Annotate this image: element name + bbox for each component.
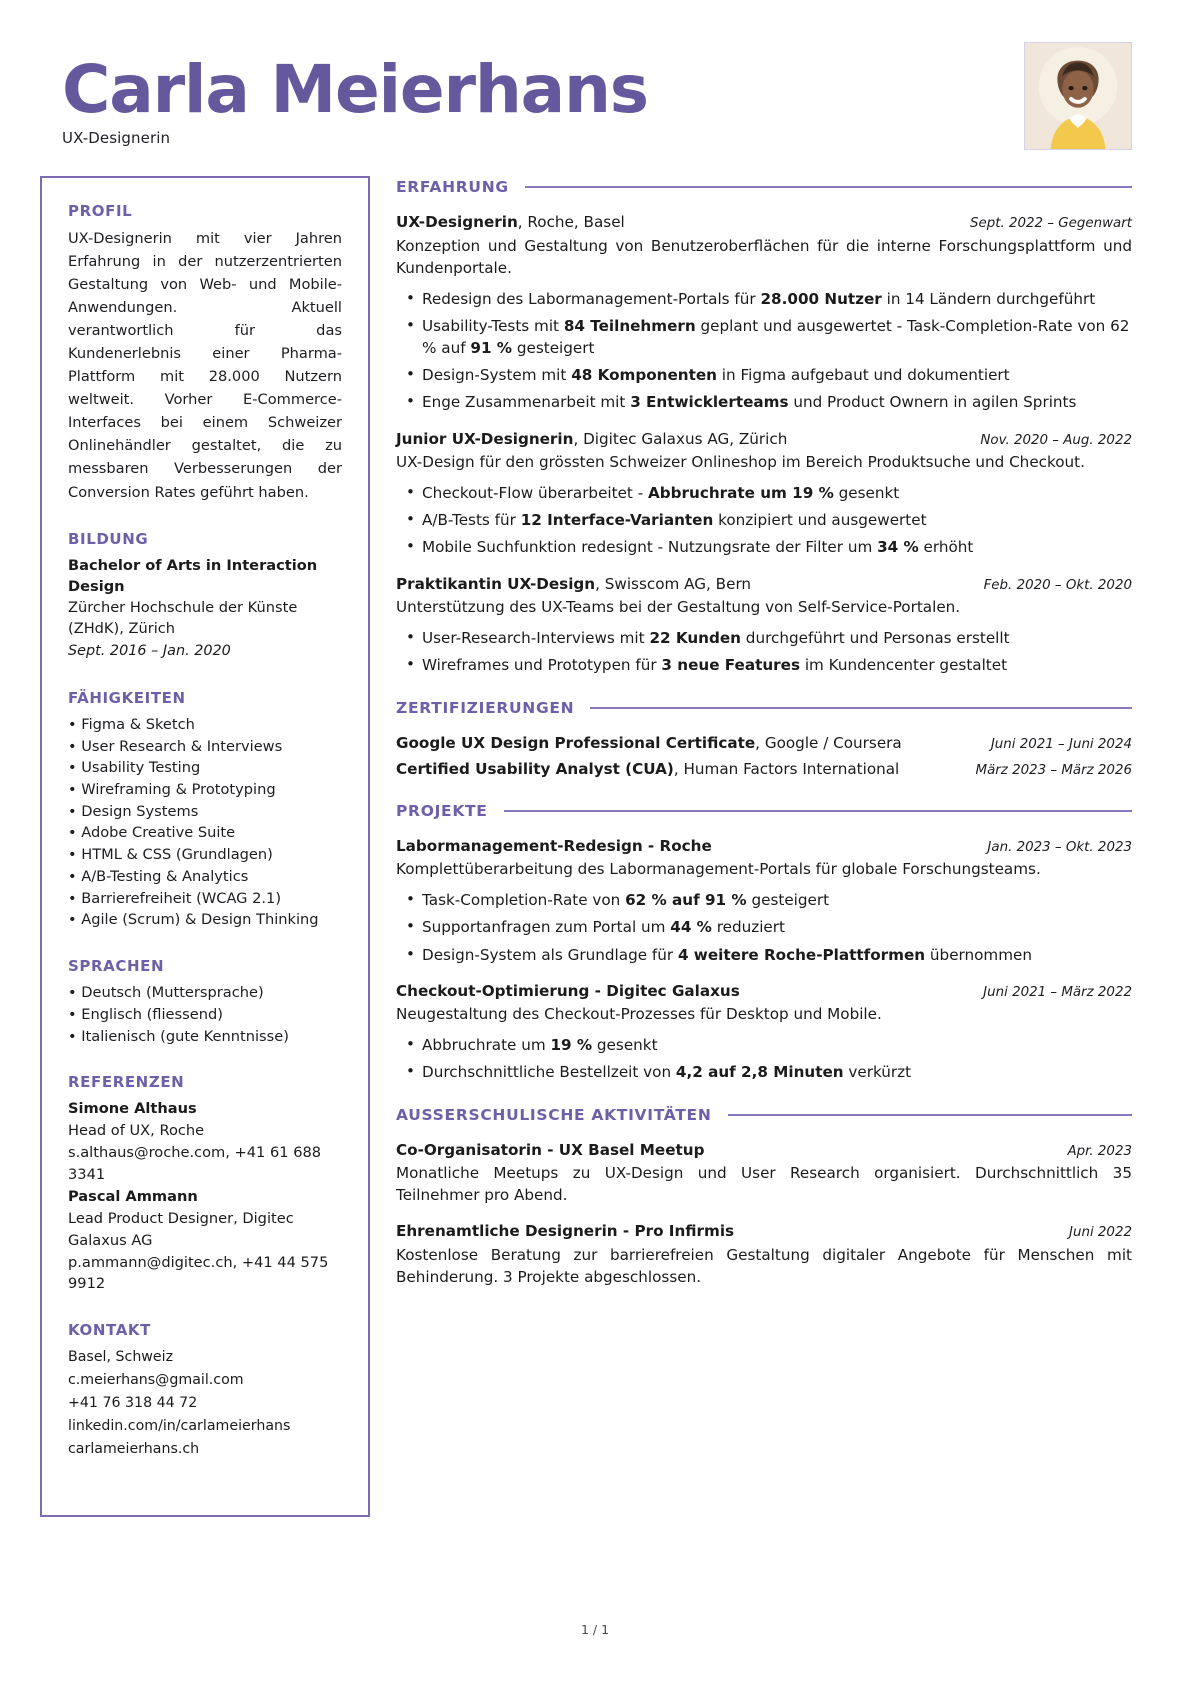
experience-role: Junior UX-Designerin	[396, 429, 574, 448]
experience-bullets	[396, 288, 1132, 414]
sidebar-heading-referenzen: REFERENZEN	[68, 1073, 185, 1092]
sidebar-section-faehigkeiten	[68, 689, 342, 931]
certification-date: Juni 2021 – Juni 2024	[990, 736, 1132, 752]
list-item: • Usability Testing	[68, 759, 201, 777]
sidebar	[40, 176, 370, 1517]
experience-date: Nov. 2020 – Aug. 2022	[980, 432, 1132, 448]
list-item: • Englisch (fliessend)	[68, 1005, 223, 1023]
contact-phone[interactable]: +41 76 318 44 72	[68, 1395, 198, 1412]
list-item: • Mobile Suchfunktion redesignt - Nutzungsrate der Filter um 34 % erhöht	[396, 536, 1132, 558]
project-name: Labormanagement-Redesign - Roche	[396, 836, 712, 855]
list-item: • Checkout-Flow überarbeitet - Abbruchrate um 19 % gesenkt	[396, 482, 1132, 504]
experience-date: Feb. 2020 – Okt. 2020	[983, 577, 1132, 593]
list-item: • Usability-Tests mit 84 Teilnehmern geplant und ausgewertet - Task-Completion-Rate von 62 % auf 91 % gesteigert	[396, 315, 1132, 359]
list-item: • User Research & Interviews	[68, 737, 283, 755]
experience-bullets	[396, 482, 1132, 559]
list-item: • HTML & CSS (Grundlagen)	[68, 846, 273, 864]
reference-contact: p.ammann@digitec.ch, +41 44 575 9912	[68, 1253, 329, 1293]
list-item: • Design-System mit 48 Komponenten in Figma aufgebaut und dokumentiert	[396, 364, 1132, 386]
list-item: • Adobe Creative Suite	[68, 824, 236, 842]
activity-name: Co-Organisatorin - UX Basel Meetup	[396, 1140, 705, 1159]
certification-date: März 2023 – März 2026	[975, 763, 1132, 779]
list-item: • Wireframes und Prototypen für 3 neue Features im Kundencenter gestaltet	[396, 654, 1132, 676]
contact-location: Basel, Schweiz	[68, 1349, 174, 1366]
project-bullets	[396, 1034, 1132, 1083]
list-item: • Enge Zusammenarbeit mit 3 Entwicklerteams und Product Ownern in agilen Sprints	[396, 391, 1132, 413]
project-description: Komplettüberarbeitung des Labormanagement-Portals für globale Forschungsteams.	[396, 860, 1041, 879]
activity-description: Kostenlose Beratung zur barrierefreien Gestaltung digitaler Angebote für Menschen mit Behinderung. 3 Projekte abgeschlossen.	[396, 1245, 1132, 1286]
activity-title	[396, 1140, 704, 1161]
activity-description: Monatliche Meetups zu UX-Design und User Research organisiert. Durchschnittlich 35 Teilnehmer pro Abend.	[396, 1164, 1132, 1205]
certification-entry	[396, 733, 1132, 754]
certification-issuer: , Google / Coursera	[755, 733, 902, 752]
sidebar-heading-sprachen: SPRACHEN	[68, 957, 165, 976]
project-title	[396, 836, 712, 857]
experience-entry	[396, 212, 1132, 414]
experience-role: UX-Designerin	[396, 213, 518, 231]
project-date: Juni 2021 – März 2022	[983, 984, 1132, 1000]
list-item: • Task-Completion-Rate von 62 % auf 91 % gesteigert	[396, 889, 1132, 911]
certification-name: Google UX Design Professional Certificate	[396, 733, 756, 752]
certification-issuer: , Human Factors International	[673, 760, 900, 779]
list-item: • Barrierefreiheit (WCAG 2.1)	[68, 889, 282, 907]
resume-columns	[40, 176, 1132, 1517]
list-item: • A/B-Testing & Analytics	[68, 867, 249, 885]
education-school: Zürcher Hochschule der Künste (ZHdK), Zürich	[68, 598, 298, 638]
certification-name: Certified Usability Analyst (CUA)	[396, 760, 674, 779]
certification-title	[396, 733, 902, 754]
section-erfahrung	[396, 178, 1132, 677]
main-content	[396, 176, 1132, 1310]
activity-title	[396, 1221, 734, 1242]
list-item: • Deutsch (Muttersprache)	[68, 984, 264, 1002]
experience-company: , Roche, Basel	[517, 213, 625, 231]
certification-title	[396, 759, 899, 780]
project-title	[396, 981, 740, 1002]
list-item: • A/B-Tests für 12 Interface-Varianten konzipiert und ausgewertet	[396, 509, 1132, 531]
reference-name: Simone Althaus	[68, 1100, 197, 1118]
list-item: • Figma & Sketch	[68, 715, 195, 733]
sidebar-section-profil	[68, 202, 342, 504]
experience-date: Sept. 2022 – Gegenwart	[969, 216, 1132, 231]
experience-role: Praktikantin UX-Design	[396, 574, 596, 593]
sidebar-heading-faehigkeiten: FÄHIGKEITEN	[68, 688, 186, 707]
experience-company: , Digitec Galaxus AG, Zürich	[573, 429, 788, 448]
section-title-projekte: PROJEKTE	[396, 801, 488, 820]
entry-header	[396, 1140, 1132, 1161]
list-item: • Supportanfragen zum Portal um 44 % reduziert	[396, 916, 1132, 938]
education-degree: Bachelor of Arts in Interaction Design	[68, 556, 318, 595]
list-item: • Abbruchrate um 19 % gesenkt	[396, 1034, 1132, 1056]
project-entry	[396, 981, 1132, 1084]
reference-contact: s.althaus@roche.com, +41 61 688 3341	[68, 1144, 322, 1184]
section-zertifizierungen	[396, 699, 1132, 780]
page-footer	[0, 1622, 1190, 1637]
experience-description: Unterstützung des UX-Teams bei der Gestaltung von Self-Service-Portalen.	[396, 598, 961, 617]
candidate-name: Carla Meierhans	[62, 51, 648, 128]
entry-header	[396, 836, 1132, 857]
activity-entry	[396, 1221, 1132, 1288]
list-item: • Design Systems	[68, 802, 199, 820]
section-title-aktivitaeten: AUSSERSCHULISCHE AKTIVITÄTEN	[396, 1105, 712, 1124]
education-dates: Sept. 2016 – Jan. 2020	[68, 643, 231, 660]
section-header	[396, 699, 1132, 717]
section-header	[396, 802, 1132, 820]
section-divider	[728, 1114, 1132, 1116]
section-divider	[504, 810, 1132, 812]
skills-list	[68, 714, 342, 931]
project-name: Checkout-Optimierung - Digitec Galaxus	[396, 981, 740, 1000]
sidebar-heading-bildung: BILDUNG	[68, 529, 149, 548]
sidebar-section-referenzen	[68, 1073, 342, 1295]
project-description: Neugestaltung des Checkout-Prozesses für Desktop und Mobile.	[396, 1005, 882, 1024]
contact-linkedin[interactable]: linkedin.com/in/carlameierhans	[68, 1418, 291, 1435]
experience-description: UX-Design für den grössten Schweizer Onlineshop im Bereich Produktsuche und Checkout.	[396, 453, 1085, 472]
sidebar-heading-profil: PROFIL	[68, 202, 133, 220]
experience-title	[396, 212, 625, 233]
list-item: • User-Research-Interviews mit 22 Kunden durchgeführt und Personas erstellt	[396, 627, 1132, 649]
list-item: • Durchschnittliche Bestellzeit von 4,2 auf 2,8 Minuten verkürzt	[396, 1061, 1132, 1083]
section-title-zertifizierungen: ZERTIFIZIERUNGEN	[396, 698, 575, 717]
experience-title	[396, 574, 751, 595]
entry-header	[396, 212, 1132, 233]
portrait-illustration	[1025, 43, 1131, 149]
sidebar-heading-kontakt: KONTAKT	[68, 1321, 151, 1340]
candidate-role: UX-Designerin	[62, 129, 171, 148]
reference-name: Pascal Ammann	[68, 1187, 198, 1205]
resume-header	[40, 42, 1132, 150]
contact-email[interactable]: c.meierhans@gmail.com	[68, 1372, 244, 1389]
reference-title: Lead Product Designer, Digitec Galaxus AG	[68, 1209, 294, 1249]
entry-header	[396, 429, 1132, 450]
sidebar-section-sprachen	[68, 957, 342, 1047]
section-title-erfahrung: ERFAHRUNG	[396, 178, 509, 196]
page-indicator: 1 / 1	[580, 1622, 610, 1637]
reference-title: Head of UX, Roche	[68, 1122, 205, 1140]
section-aktivitaeten	[396, 1106, 1132, 1288]
section-header	[396, 1106, 1132, 1124]
reference-item	[68, 1098, 342, 1186]
activity-name: Ehrenamtliche Designerin - Pro Infirmis	[396, 1222, 735, 1241]
list-item: • Redesign des Labormanagement-Portals für 28.000 Nutzer in 14 Ländern durchgeführt	[396, 288, 1132, 310]
section-projekte	[396, 802, 1132, 1084]
project-date: Jan. 2023 – Okt. 2023	[987, 839, 1132, 855]
experience-title	[396, 429, 787, 450]
project-bullets	[396, 889, 1132, 966]
project-entry	[396, 836, 1132, 966]
profile-summary: UX-Designerin mit vier Jahren Erfahrung in der nutzerzentrierten Gestaltung von Web- und Mobile-Anwendungen. Aktuell verantwortlich für das Kundenerlebnis einer Pharma-Plattform mit 28.000 Nutzern weltweit. Vorher E-Commerce-Interfaces bei einem Schweizer Onlinehändler gestaltet, die zu messbaren Verbesserungen der Conversion Rates geführt haben.	[68, 230, 342, 501]
certification-entry	[396, 759, 1132, 780]
entry-header	[396, 1221, 1132, 1242]
list-item: • Design-System als Grundlage für 4 weitere Roche-Plattformen übernommen	[396, 944, 1132, 966]
sidebar-section-bildung	[68, 530, 342, 663]
experience-entry	[396, 429, 1132, 559]
experience-bullets	[396, 627, 1132, 676]
activity-date: Apr. 2023	[1067, 1143, 1132, 1159]
sidebar-section-kontakt	[68, 1321, 342, 1461]
contact-website[interactable]: carlameierhans.ch	[68, 1441, 200, 1458]
experience-entry	[396, 574, 1132, 677]
section-divider	[590, 707, 1132, 709]
activity-entry	[396, 1140, 1132, 1207]
entry-header	[396, 981, 1132, 1002]
section-divider	[525, 186, 1132, 188]
languages-list	[68, 982, 342, 1047]
portrait-photo	[1024, 42, 1132, 150]
list-item: • Agile (Scrum) & Design Thinking	[68, 911, 319, 929]
reference-item	[68, 1186, 342, 1295]
experience-description: Konzeption und Gestaltung von Benutzeroberflächen für die interne Forschungsplattform und Kundenportale.	[396, 236, 1132, 277]
entry-header	[396, 574, 1132, 595]
section-header	[396, 178, 1132, 196]
experience-company: , Swisscom AG, Bern	[595, 574, 752, 593]
list-item: • Wireframing & Prototyping	[68, 781, 276, 798]
header-identity	[62, 42, 648, 147]
activity-date: Juni 2022	[1069, 1225, 1132, 1241]
list-item: • Italienisch (gute Kenntnisse)	[68, 1027, 289, 1045]
